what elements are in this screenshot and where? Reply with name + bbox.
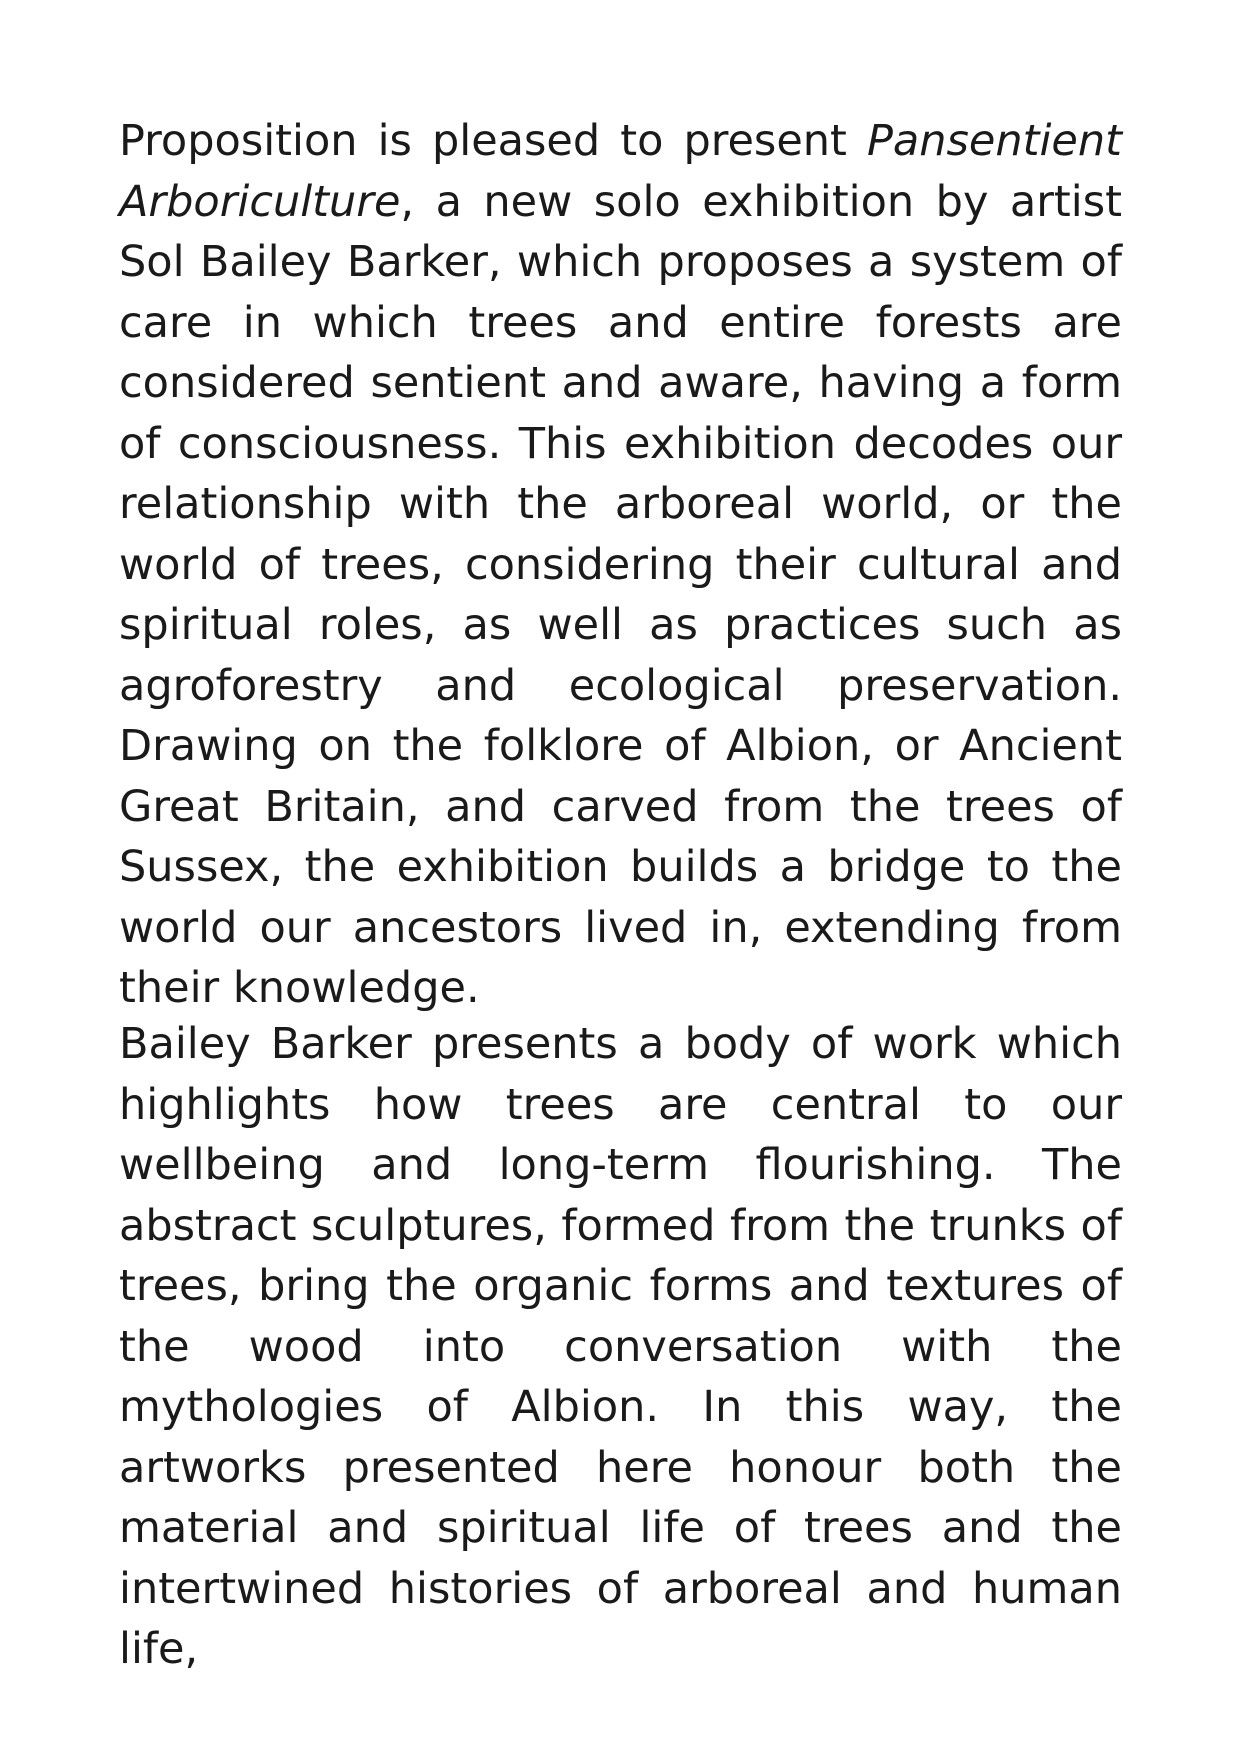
- paragraph-body: [119, 1014, 1122, 1680]
- exhibition-title: Pansentient Arboriculture: [119, 116, 1122, 227]
- paragraph-intro-text: [119, 111, 1122, 1019]
- intro-lead: Proposition is pleased to present: [119, 116, 867, 166]
- intro-rest: , a new solo exhibition by artist Sol Bailey Barker, which proposes a system of care in which trees and entire forests are considered sentient and aware, having a form of consciousness. This exhibition decodes our relationship with the arboreal world, or the world of trees, considering their cultural and spiritual roles, as well as practices such as agroforestry and ecological preservation. Drawing on the folklore of Albion, or Ancient Great Britain, and carved from the trees of Sussex, the exhibition builds a bridge to the world our ancestors lived in, extending from their knowledge.: [119, 176, 1122, 1013]
- paragraph-intro: [119, 111, 1122, 1019]
- paragraph-body-text: Bailey Barker presents a body of work which highlights how trees are central to our wellbeing and long-term flourishing. The abstract sculptures, formed from the trunks of trees, bring the organic forms and textures of the wood into conversation with the mythologies of Albion. In this way, the artworks presented here honour both the material and spiritual life of trees and the intertwined histories of arboreal and human life,: [119, 1019, 1122, 1674]
